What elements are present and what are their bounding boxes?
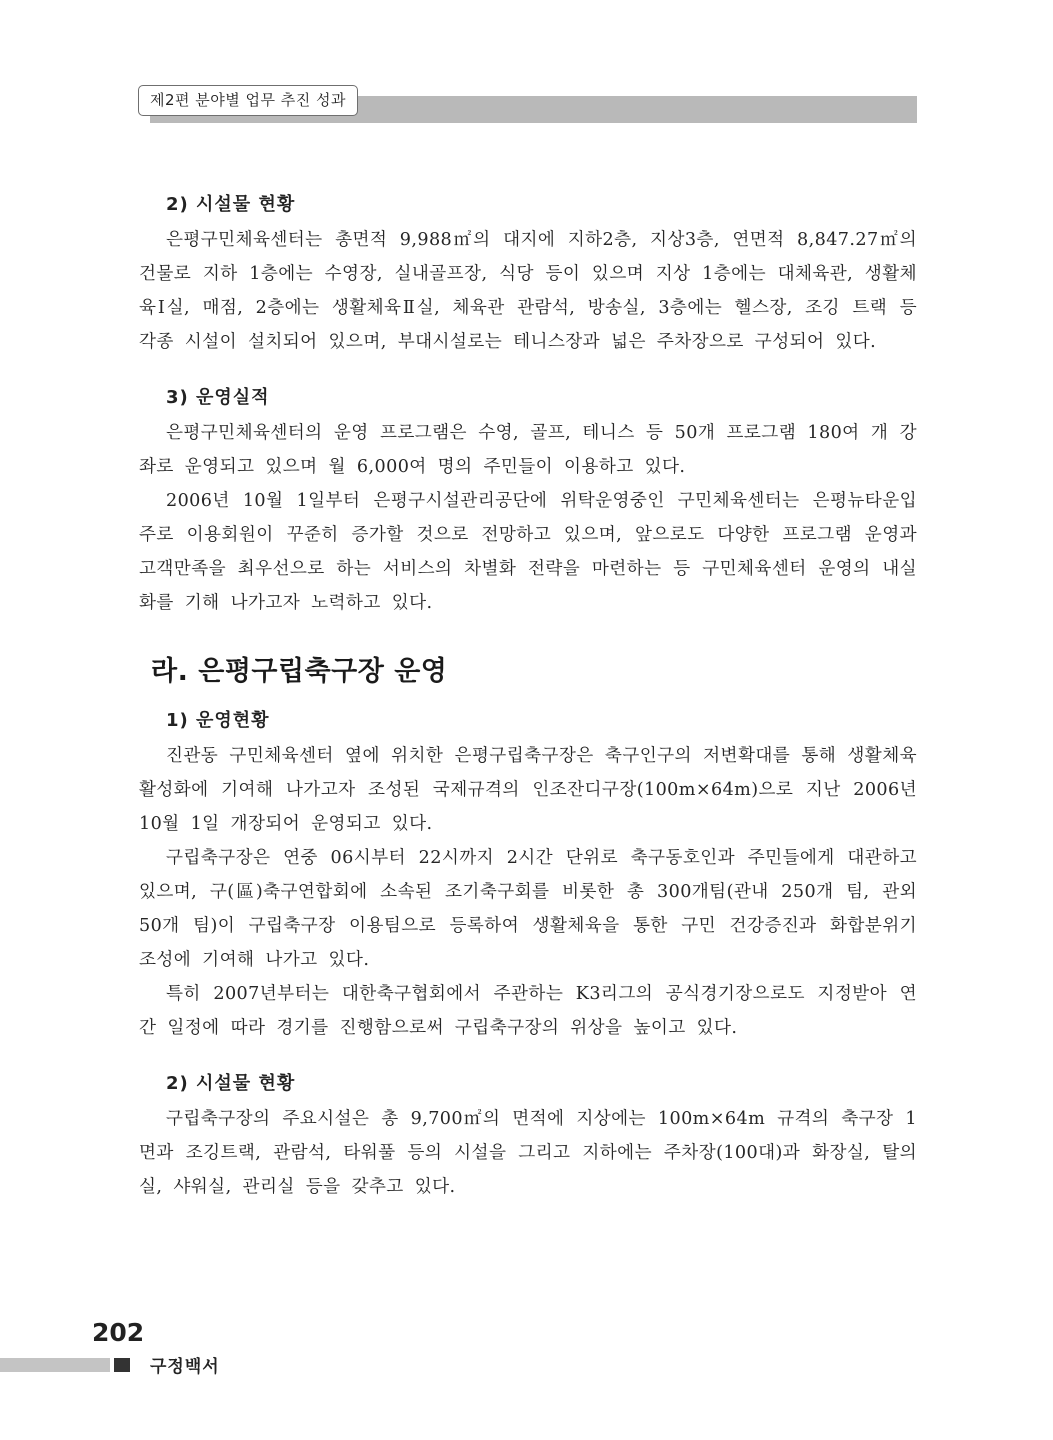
paragraph: 구립축구장의 주요시설은 총 9,700㎡의 면적에 지상에는 100m×64m 규격의 축구장 1면과 조깅트랙, 관람석, 타워풀 등의 시설을 그리고 지하에는 주차장(100대)과 화장실, 탈의실, 샤워실, 관리실 등을 갖추고 있다.: [139, 1109, 917, 1197]
section-title: 라. 은평구립축구장 운영: [151, 656, 448, 687]
subheading-operation-status: 1) 운영현황: [166, 710, 270, 731]
paragraph: 진관동 구민체육센터 옆에 위치한 은평구립축구장은 축구인구의 저변확대를 통해 생활체육 활성화에 기여해 나가고자 조성된 국제규격의 인조잔디구장(100m×64m)으로 지난 2006년 10월 1일 개장되어 운영되고 있다.: [139, 746, 917, 834]
subheading-facility-status-2: 2) 시설물 현황: [166, 1073, 296, 1094]
paragraph: 2006년 10월 1일부터 은평구시설관리공단에 위탁운영중인 구민체육센터는 은평뉴타운입주로 이용회원이 꾸준히 증가할 것으로 전망하고 있으며, 앞으로도 다양한 프로그램 운영과 고객만족을 최우선으로 하는 서비스의 차별화 전략을 마련하는 등 구민체육센터 운영의 내실화를 기해 나가고자 노력하고 있다.: [139, 491, 917, 613]
subheading-operation-results: 3) 운영실적: [166, 387, 270, 408]
page-number: 202: [92, 1318, 145, 1347]
book-title: 구정백서: [150, 1357, 220, 1377]
paragraph: 특히 2007년부터는 대한축구협회에서 주관하는 K3리그의 공식경기장으로도 지정받아 연간 일정에 따라 경기를 진행함으로써 구립축구장의 위상을 높이고 있다.: [139, 984, 917, 1038]
paragraph: 은평구민체육센터는 총면적 9,988㎡의 대지에 지하2층, 지상3층, 연면적 8,847.27㎡의 건물로 지하 1층에는 수영장, 실내골프장, 식당 등이 있으며 지상 1층에는 대체육관, 생활체육Ⅰ실, 매점, 2층에는 생활체육Ⅱ실, 체육관 관람석, 방송실, 3층에는 헬스장, 조깅 트랙 등 각종 시설이 설치되어 있으며, 부대시설로는 테니스장과 넓은 주차장으로 구성되어 있다.: [139, 230, 917, 352]
chapter-tab: 제2편 분야별 업무 추진 성과: [138, 85, 358, 116]
paragraph: 구립축구장은 연중 06시부터 22시까지 2시간 단위로 축구동호인과 주민들에게 대관하고 있으며, 구(區)축구연합회에 소속된 조기축구회를 비롯한 총 300개팀(관내 250개 팀, 관외 50개 팀)이 구립축구장 이용팀으로 등록하여 생활체육을 통한 구민 건강증진과 화합분위기 조성에 기여해 나가고 있다.: [139, 848, 917, 970]
footer-rule-bar: [0, 1358, 110, 1372]
footer-square-marker: [114, 1358, 130, 1372]
paragraph: 은평구민체육센터의 운영 프로그램은 수영, 골프, 테니스 등 50개 프로그램 180여 개 강좌로 운영되고 있으며 월 6,000여 명의 주민들이 이용하고 있다.: [139, 423, 917, 477]
subheading-facility-status: 2) 시설물 현황: [166, 194, 296, 215]
page-content: [139, 186, 917, 1204]
